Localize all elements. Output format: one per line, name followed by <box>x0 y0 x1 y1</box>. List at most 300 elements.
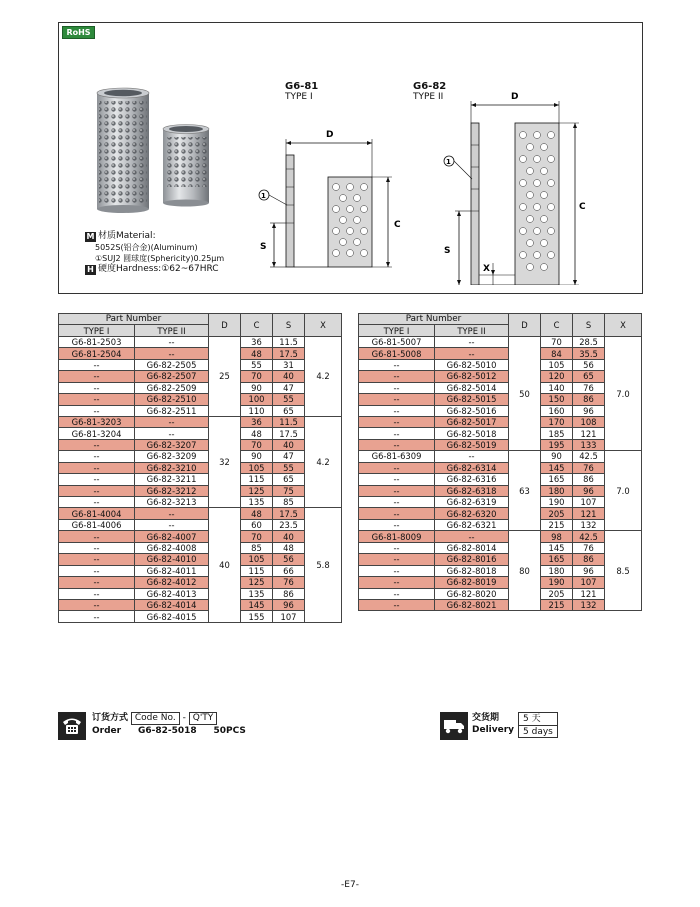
d-cell: 63 <box>509 451 541 531</box>
type1-cell: G6-81-3204 <box>59 428 135 439</box>
type2-cell: -- <box>435 348 509 359</box>
type-2-name: TYPE II <box>413 92 444 102</box>
type1-cell: -- <box>359 485 435 496</box>
table-row <box>59 359 342 370</box>
order-section <box>58 712 246 740</box>
s-cell: 35.5 <box>573 348 605 359</box>
s-cell: 65 <box>273 474 305 485</box>
table-row <box>359 462 642 473</box>
c-cell: 125 <box>241 485 273 496</box>
product-panel <box>58 22 643 294</box>
type1-cell: -- <box>359 439 435 450</box>
table-row <box>59 599 342 610</box>
type1-cell: -- <box>59 439 135 450</box>
type1-cell: -- <box>359 577 435 588</box>
c-cell: 195 <box>541 439 573 450</box>
c-header: C <box>241 314 273 337</box>
table-row <box>59 439 342 450</box>
type1-header: TYPE I <box>359 325 435 336</box>
x-cell: 8.5 <box>605 531 642 611</box>
s-cell: 11.5 <box>273 416 305 427</box>
type2-cell: G6-82-3209 <box>135 451 209 462</box>
type2-cell: G6-82-2510 <box>135 394 209 405</box>
type2-cell: G6-82-3213 <box>135 497 209 508</box>
table-row <box>59 462 342 473</box>
type2-cell: G6-82-5016 <box>435 405 509 416</box>
s-cell: 107 <box>273 611 305 622</box>
c-cell: 215 <box>541 519 573 530</box>
material-line-2: 5052S(铝合金)(Aluminum) <box>95 243 198 252</box>
type-2-drawing <box>419 75 589 285</box>
c-cell: 165 <box>541 474 573 485</box>
table-row <box>359 359 642 370</box>
type1-header: TYPE I <box>59 325 135 336</box>
c-cell: 55 <box>241 359 273 370</box>
s-header: S <box>573 314 605 337</box>
material-line-4: 硬度Hardness:①62~67HRC <box>98 264 219 274</box>
type2-cell: G6-82-8021 <box>435 599 509 610</box>
c-cell: 105 <box>241 554 273 565</box>
c-cell: 85 <box>241 542 273 553</box>
type1-cell: -- <box>359 508 435 519</box>
c-cell: 115 <box>241 565 273 576</box>
table-row <box>359 577 642 588</box>
s-cell: 96 <box>273 599 305 610</box>
type1-cell: -- <box>59 382 135 393</box>
type2-cell: -- <box>135 508 209 519</box>
type1-cell: -- <box>359 554 435 565</box>
table-row <box>59 588 342 599</box>
type1-cell: -- <box>59 462 135 473</box>
type1-cell: G6-81-6309 <box>359 451 435 462</box>
dim-s-label: S <box>260 242 267 252</box>
table-row <box>59 519 342 530</box>
table-row <box>59 336 342 347</box>
s-cell: 107 <box>573 497 605 508</box>
s-cell: 86 <box>573 394 605 405</box>
c-cell: 145 <box>541 542 573 553</box>
dim-d-label: D <box>326 130 334 140</box>
table-row <box>59 531 342 542</box>
type-1-drawing <box>254 119 404 279</box>
type1-cell: -- <box>359 565 435 576</box>
s-cell: 66 <box>273 565 305 576</box>
type2-cell: G6-82-5017 <box>435 416 509 427</box>
table-row <box>359 599 642 610</box>
table-row <box>59 451 342 462</box>
table-row <box>359 519 642 530</box>
type1-cell: -- <box>359 394 435 405</box>
type2-cell: G6-82-2505 <box>135 359 209 370</box>
left-spec-table <box>58 313 342 623</box>
d-cell: 50 <box>509 336 541 450</box>
s-cell: 55 <box>273 394 305 405</box>
s-cell: 42.5 <box>573 531 605 542</box>
s-cell: 133 <box>573 439 605 450</box>
s-cell: 86 <box>573 474 605 485</box>
type-1-name: TYPE I <box>285 92 313 102</box>
c-cell: 48 <box>241 428 273 439</box>
type2-cell: G6-82-3211 <box>135 474 209 485</box>
x-cell: 4.2 <box>305 416 342 508</box>
type1-cell: -- <box>359 359 435 370</box>
c-cell: 205 <box>541 508 573 519</box>
type1-cell: -- <box>359 371 435 382</box>
type2-cell: G6-82-5019 <box>435 439 509 450</box>
type2-cell: G6-82-4008 <box>135 542 209 553</box>
delivery-cn-value: 5 天 <box>523 714 541 724</box>
s-cell: 40 <box>273 439 305 450</box>
table-row <box>359 588 642 599</box>
type2-cell: -- <box>435 531 509 542</box>
table-row <box>359 371 642 382</box>
s-cell: 17.5 <box>273 348 305 359</box>
dim-s2-label: S <box>444 246 451 256</box>
table-row <box>359 428 642 439</box>
c-cell: 98 <box>541 531 573 542</box>
c-cell: 145 <box>541 462 573 473</box>
c-cell: 90 <box>541 451 573 462</box>
c-header: C <box>541 314 573 337</box>
c-cell: 48 <box>241 508 273 519</box>
c-cell: 135 <box>241 588 273 599</box>
table-row <box>59 371 342 382</box>
s-cell: 132 <box>573 519 605 530</box>
type1-cell: -- <box>359 474 435 485</box>
type2-cell: G6-82-5012 <box>435 371 509 382</box>
type2-cell: G6-82-8018 <box>435 565 509 576</box>
table-row <box>359 382 642 393</box>
d-header: D <box>209 314 241 337</box>
type-1-label <box>285 81 318 102</box>
rohs-badge: RoHS <box>62 26 95 39</box>
x-cell: 4.2 <box>305 336 342 416</box>
c-cell: 205 <box>541 588 573 599</box>
c-cell: 190 <box>541 497 573 508</box>
type1-cell: -- <box>59 577 135 588</box>
s-cell: 65 <box>573 371 605 382</box>
delivery-box <box>518 712 558 738</box>
type2-cell: G6-82-4011 <box>135 565 209 576</box>
c-cell: 120 <box>541 371 573 382</box>
material-info <box>85 231 224 275</box>
type1-cell: -- <box>359 519 435 530</box>
type2-cell: G6-82-8014 <box>435 542 509 553</box>
s-cell: 108 <box>573 416 605 427</box>
s-cell: 47 <box>273 382 305 393</box>
type1-cell: -- <box>59 588 135 599</box>
table-row <box>359 542 642 553</box>
type2-cell: G6-82-2511 <box>135 405 209 416</box>
c-cell: 160 <box>541 405 573 416</box>
table-row <box>359 531 642 542</box>
s-cell: 31 <box>273 359 305 370</box>
type1-cell: -- <box>59 451 135 462</box>
type2-cell: G6-82-3212 <box>135 485 209 496</box>
type2-cell: -- <box>135 416 209 427</box>
c-cell: 125 <box>241 577 273 588</box>
type2-cell: G6-82-6316 <box>435 474 509 485</box>
s-cell: 47 <box>273 451 305 462</box>
type2-cell: G6-82-8016 <box>435 554 509 565</box>
type1-cell: -- <box>59 497 135 508</box>
type1-cell: -- <box>359 416 435 427</box>
type1-cell: -- <box>59 394 135 405</box>
s-cell: 65 <box>273 405 305 416</box>
s-cell: 107 <box>573 577 605 588</box>
type1-cell: G6-81-2503 <box>59 336 135 347</box>
type1-cell: G6-81-2504 <box>59 348 135 359</box>
c-cell: 155 <box>241 611 273 622</box>
d-cell: 80 <box>509 531 541 611</box>
type1-cell: -- <box>59 554 135 565</box>
table-row <box>59 565 342 576</box>
material-line-1: 材质Material: <box>98 231 156 241</box>
type1-cell: -- <box>59 371 135 382</box>
s-cell: 28.5 <box>573 336 605 347</box>
d-header: D <box>509 314 541 337</box>
s-cell: 76 <box>273 577 305 588</box>
table-row <box>359 565 642 576</box>
table-row <box>359 348 642 359</box>
page-number: -E7- <box>341 880 359 890</box>
s-cell: 56 <box>573 359 605 370</box>
ball-callout-label: 1 <box>261 192 266 200</box>
order-example-qty: 50PCS <box>213 726 246 736</box>
material-tag: M <box>86 231 95 241</box>
type2-cell: G6-82-4010 <box>135 554 209 565</box>
c-cell: 150 <box>541 394 573 405</box>
s-cell: 17.5 <box>273 428 305 439</box>
table-row <box>359 497 642 508</box>
type2-cell: -- <box>135 428 209 439</box>
type2-cell: G6-82-4014 <box>135 599 209 610</box>
c-cell: 140 <box>541 382 573 393</box>
s-cell: 132 <box>573 599 605 610</box>
code-no-box: Code No. <box>131 712 180 725</box>
type2-cell: G6-82-6318 <box>435 485 509 496</box>
type2-cell: G6-82-4015 <box>135 611 209 622</box>
c-cell: 190 <box>541 577 573 588</box>
type1-cell: -- <box>359 599 435 610</box>
c-cell: 90 <box>241 451 273 462</box>
x-header: X <box>305 314 342 337</box>
dim-x-label: X <box>483 264 490 274</box>
dim-c2-label: C <box>579 202 586 212</box>
type2-cell: G6-82-4007 <box>135 531 209 542</box>
s-cell: 96 <box>573 485 605 496</box>
table-row <box>59 382 342 393</box>
type1-cell: -- <box>59 599 135 610</box>
order-example-code: G6-82-5018 <box>137 726 197 736</box>
s-cell: 85 <box>273 497 305 508</box>
part-number-header: Part Number <box>59 314 209 325</box>
delivery-en-value: 5 days <box>519 725 557 737</box>
table-row <box>359 336 642 347</box>
type1-cell: -- <box>59 474 135 485</box>
dim-c-label: C <box>394 220 401 230</box>
type1-cell: -- <box>59 531 135 542</box>
c-cell: 36 <box>241 336 273 347</box>
c-cell: 105 <box>241 462 273 473</box>
type2-cell: G6-82-4013 <box>135 588 209 599</box>
qty-box: Q'TY <box>189 712 218 725</box>
hardness-tag: H <box>85 265 96 275</box>
type2-cell: G6-82-8020 <box>435 588 509 599</box>
delivery-label-en: Delivery <box>472 725 515 735</box>
s-cell: 40 <box>273 531 305 542</box>
c-cell: 48 <box>241 348 273 359</box>
order-label-cn: 订货方式 <box>92 713 129 723</box>
c-cell: 170 <box>541 416 573 427</box>
s-cell: 48 <box>273 542 305 553</box>
type2-cell: G6-82-5014 <box>435 382 509 393</box>
type1-cell: -- <box>59 359 135 370</box>
type2-cell: G6-82-5018 <box>435 428 509 439</box>
c-cell: 105 <box>541 359 573 370</box>
type1-cell: G6-81-5007 <box>359 336 435 347</box>
c-cell: 36 <box>241 416 273 427</box>
ball-callout-2-label: 1 <box>446 158 451 166</box>
type2-header: TYPE II <box>435 325 509 336</box>
c-cell: 90 <box>241 382 273 393</box>
type-2-code: G6-82 <box>413 81 447 92</box>
phone-icon <box>58 712 86 740</box>
type1-cell: -- <box>359 588 435 599</box>
type2-cell: -- <box>435 451 509 462</box>
c-cell: 165 <box>541 554 573 565</box>
table-row <box>359 554 642 565</box>
product-photo <box>89 85 239 215</box>
type2-cell: G6-82-2507 <box>135 371 209 382</box>
delivery-label-cn: 交货期 <box>472 713 500 723</box>
table-row <box>59 416 342 427</box>
type2-cell: G6-82-2509 <box>135 382 209 393</box>
s-cell: 11.5 <box>273 336 305 347</box>
table-row <box>359 474 642 485</box>
type1-cell: -- <box>59 611 135 622</box>
type2-cell: G6-82-4012 <box>135 577 209 588</box>
c-cell: 70 <box>541 336 573 347</box>
s-cell: 56 <box>273 554 305 565</box>
type1-cell: G6-81-5008 <box>359 348 435 359</box>
s-cell: 23.5 <box>273 519 305 530</box>
type1-cell: -- <box>359 405 435 416</box>
type1-cell: -- <box>59 565 135 576</box>
s-cell: 17.5 <box>273 508 305 519</box>
table-row <box>359 405 642 416</box>
s-cell: 121 <box>573 428 605 439</box>
c-cell: 145 <box>241 599 273 610</box>
table-row <box>59 497 342 508</box>
c-cell: 135 <box>241 497 273 508</box>
x-cell: 5.8 <box>305 508 342 622</box>
table-row <box>359 439 642 450</box>
type1-cell: G6-81-4004 <box>59 508 135 519</box>
d-cell: 25 <box>209 336 241 416</box>
d-cell: 32 <box>209 416 241 508</box>
type2-cell: -- <box>135 336 209 347</box>
material-line-3: ①SUJ2 圆球度(Sphericity)0.25μm <box>95 254 225 263</box>
s-cell: 86 <box>273 588 305 599</box>
s-cell: 121 <box>573 588 605 599</box>
s-cell: 121 <box>573 508 605 519</box>
type1-cell: -- <box>359 382 435 393</box>
s-header: S <box>273 314 305 337</box>
c-cell: 180 <box>541 485 573 496</box>
type1-cell: -- <box>59 405 135 416</box>
table-row <box>59 348 342 359</box>
type1-cell: -- <box>59 485 135 496</box>
truck-icon <box>440 712 468 740</box>
delivery-section <box>440 712 558 740</box>
s-cell: 76 <box>573 462 605 473</box>
s-cell: 42.5 <box>573 451 605 462</box>
s-cell: 76 <box>573 542 605 553</box>
type1-cell: -- <box>359 497 435 508</box>
right-spec-table <box>358 313 642 611</box>
type1-cell: G6-81-8009 <box>359 531 435 542</box>
type1-cell: -- <box>359 542 435 553</box>
table-row <box>59 611 342 622</box>
type2-cell: G6-82-6319 <box>435 497 509 508</box>
type1-cell: -- <box>359 428 435 439</box>
c-cell: 70 <box>241 531 273 542</box>
type2-cell: G6-82-3207 <box>135 439 209 450</box>
type2-cell: -- <box>135 519 209 530</box>
type2-cell: G6-82-6321 <box>435 519 509 530</box>
d-cell: 40 <box>209 508 241 622</box>
table-row <box>359 416 642 427</box>
c-cell: 60 <box>241 519 273 530</box>
s-cell: 96 <box>573 405 605 416</box>
table-row <box>59 428 342 439</box>
s-cell: 75 <box>273 485 305 496</box>
c-cell: 215 <box>541 599 573 610</box>
table-row <box>59 474 342 485</box>
order-label-en: Order <box>92 726 122 736</box>
c-cell: 100 <box>241 394 273 405</box>
table-row <box>59 405 342 416</box>
table-row <box>359 508 642 519</box>
part-number-header: Part Number <box>359 314 509 325</box>
type1-cell: G6-81-4006 <box>59 519 135 530</box>
type2-cell: G6-82-8019 <box>435 577 509 588</box>
type2-cell: G6-82-3210 <box>135 462 209 473</box>
type2-cell: -- <box>435 336 509 347</box>
s-cell: 76 <box>573 382 605 393</box>
order-dash: - <box>182 713 186 723</box>
table-row <box>359 451 642 462</box>
type2-cell: -- <box>135 348 209 359</box>
type1-cell: -- <box>59 542 135 553</box>
x-header: X <box>605 314 642 337</box>
table-row <box>359 485 642 496</box>
type1-cell: G6-81-3203 <box>59 416 135 427</box>
x-cell: 7.0 <box>605 451 642 531</box>
type-1-code: G6-81 <box>285 81 319 92</box>
table-row <box>359 394 642 405</box>
c-cell: 110 <box>241 405 273 416</box>
s-cell: 86 <box>573 554 605 565</box>
table-row <box>59 485 342 496</box>
c-cell: 185 <box>541 428 573 439</box>
c-cell: 115 <box>241 474 273 485</box>
table-row <box>59 577 342 588</box>
table-row <box>59 554 342 565</box>
s-cell: 96 <box>573 565 605 576</box>
c-cell: 70 <box>241 371 273 382</box>
